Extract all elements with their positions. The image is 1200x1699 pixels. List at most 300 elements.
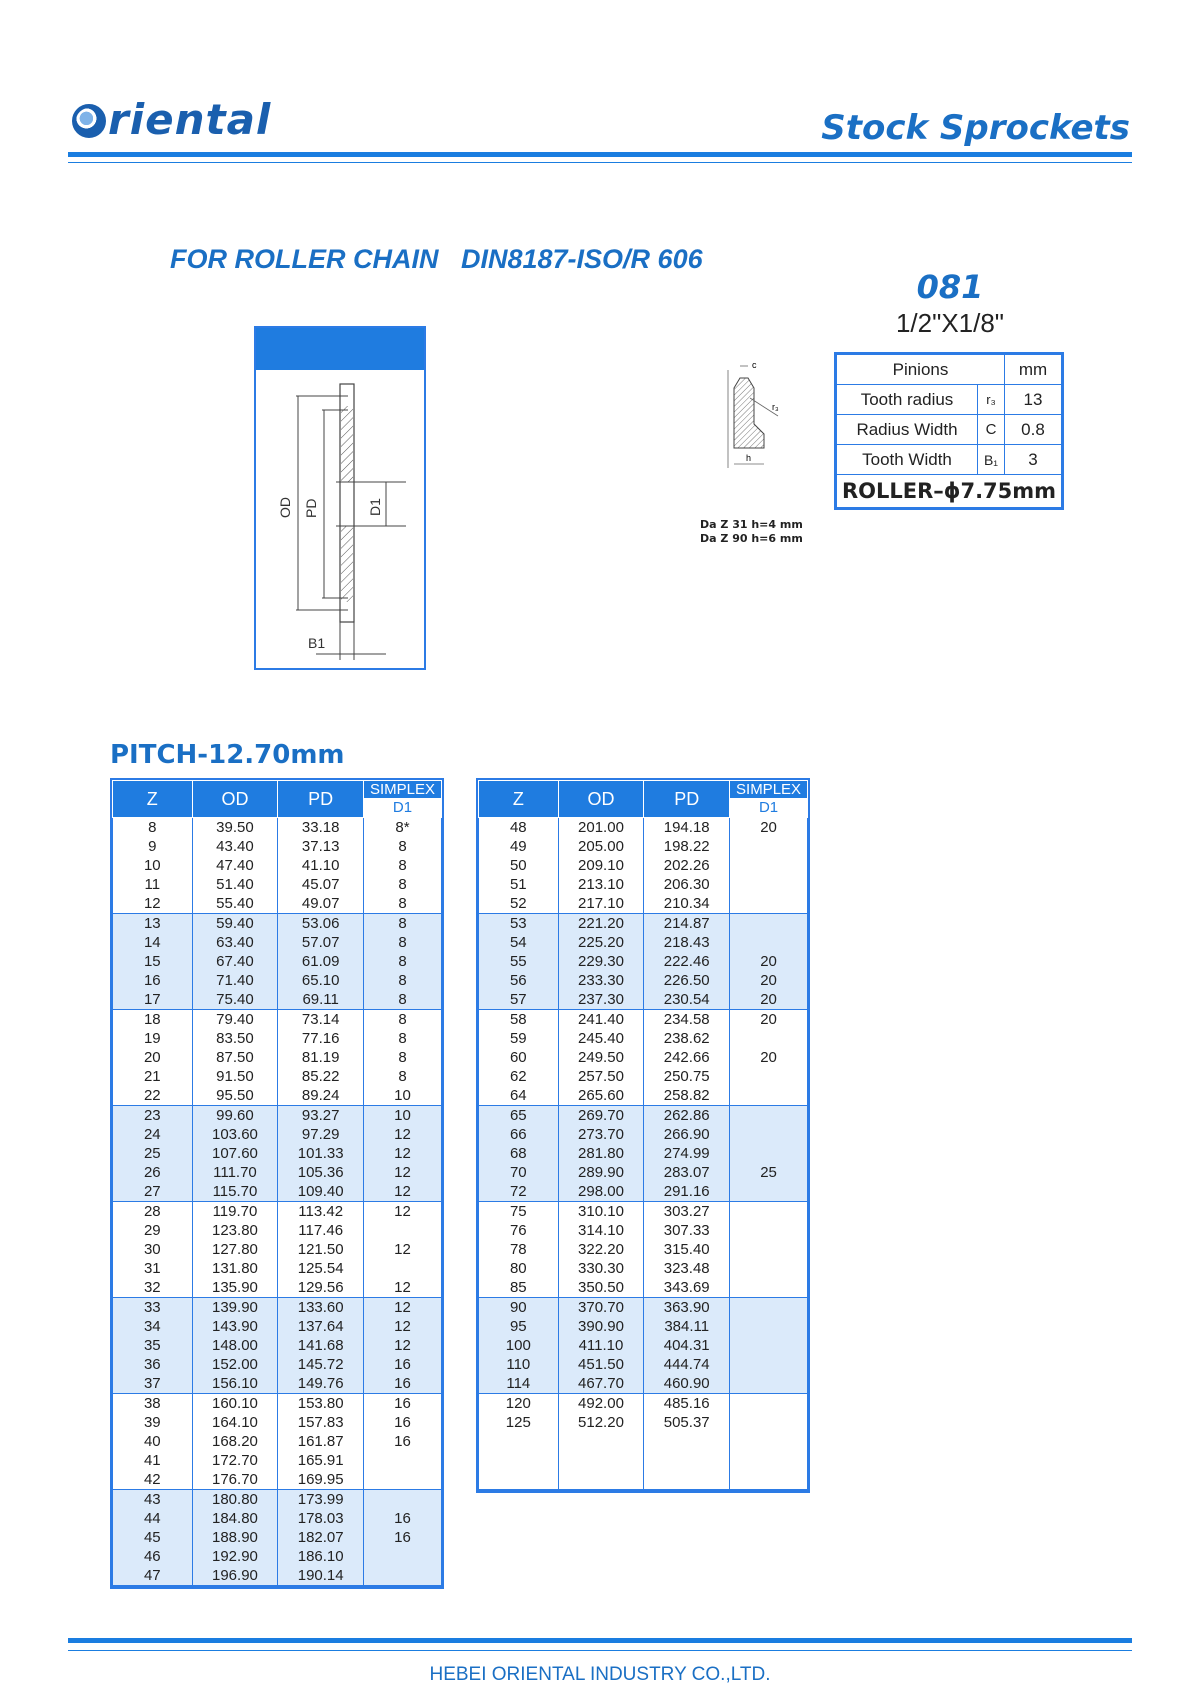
cell-od: 47.40 — [192, 856, 278, 875]
cell-od: 63.40 — [192, 933, 278, 952]
table-row — [113, 856, 442, 875]
cell-od: 131.80 — [192, 1259, 278, 1278]
cell-od: 213.10 — [558, 875, 644, 894]
sprocket-section-svg — [256, 370, 424, 668]
cell-z: 12 — [113, 894, 193, 914]
cell-z: 11 — [113, 875, 193, 894]
cell-z: 52 — [479, 894, 559, 914]
cell-pd: 226.50 — [644, 971, 730, 990]
cell-od: 164.10 — [192, 1413, 278, 1432]
cell-pd: 105.36 — [278, 1163, 364, 1182]
table-row — [113, 1355, 442, 1374]
param-symbol: B₁ — [978, 445, 1005, 475]
table-row — [113, 1163, 442, 1182]
cell-pd: 41.10 — [278, 856, 364, 875]
cell-od — [558, 1451, 644, 1470]
cell-z: 17 — [113, 990, 193, 1010]
cell-d1 — [730, 875, 808, 894]
table-row — [479, 1240, 808, 1259]
drawing-header-bar — [256, 328, 424, 370]
cell-od: 188.90 — [192, 1528, 278, 1547]
table-row — [113, 1336, 442, 1355]
cell-z: 42 — [113, 1470, 193, 1490]
tooth-notes — [700, 518, 803, 546]
table-row — [113, 1221, 442, 1240]
cell-pd: 444.74 — [644, 1355, 730, 1374]
cell-pd: 89.24 — [278, 1086, 364, 1106]
cell-d1 — [364, 1221, 442, 1240]
cell-pd: 125.54 — [278, 1259, 364, 1278]
cell-d1: 8* — [364, 818, 442, 838]
cell-pd: 384.11 — [644, 1317, 730, 1336]
col-od: OD — [558, 781, 644, 818]
cell-od: 71.40 — [192, 971, 278, 990]
cell-z: 59 — [479, 1029, 559, 1048]
cell-z: 85 — [479, 1278, 559, 1298]
cell-pd: 234.58 — [644, 1010, 730, 1030]
cell-od: 201.00 — [558, 818, 644, 838]
table-row — [479, 1451, 808, 1470]
sprocket-table-right — [476, 778, 810, 1493]
cell-pd: 266.90 — [644, 1125, 730, 1144]
table-row — [113, 1240, 442, 1259]
cell-z — [479, 1451, 559, 1470]
cell-d1 — [730, 1451, 808, 1470]
table-row — [113, 1106, 442, 1126]
table-row — [113, 1451, 442, 1470]
cell-od: 467.70 — [558, 1374, 644, 1394]
col-pd: PD — [644, 781, 730, 818]
cell-z: 23 — [113, 1106, 193, 1126]
chain-size: 1/2"X1/8" — [895, 308, 1005, 338]
cell-d1: 12 — [364, 1125, 442, 1144]
sprocket-drawing — [254, 326, 426, 670]
cell-d1 — [730, 1394, 808, 1414]
cell-z: 60 — [479, 1048, 559, 1067]
cell-od: 119.70 — [192, 1202, 278, 1222]
cell-od: 512.20 — [558, 1413, 644, 1432]
cell-od: 156.10 — [192, 1374, 278, 1394]
cell-z: 53 — [479, 914, 559, 934]
footer-rule — [68, 1638, 1132, 1643]
table-row — [479, 1202, 808, 1222]
cell-d1: 16 — [364, 1374, 442, 1394]
cell-z: 38 — [113, 1394, 193, 1414]
cell-z: 66 — [479, 1125, 559, 1144]
cell-od: 59.40 — [192, 914, 278, 934]
cell-z: 45 — [113, 1528, 193, 1547]
table-row — [113, 818, 442, 838]
cell-z: 70 — [479, 1163, 559, 1182]
cell-d1: 20 — [730, 971, 808, 990]
cell-d1 — [730, 1278, 808, 1298]
cell-z: 36 — [113, 1355, 193, 1374]
cell-pd: 145.72 — [278, 1355, 364, 1374]
cell-pd: 65.10 — [278, 971, 364, 990]
table-row — [113, 933, 442, 952]
cell-od: 172.70 — [192, 1451, 278, 1470]
cell-d1: 16 — [364, 1509, 442, 1528]
cell-pd: 178.03 — [278, 1509, 364, 1528]
cell-z — [479, 1432, 559, 1451]
cell-z: 27 — [113, 1182, 193, 1202]
cell-od: 241.40 — [558, 1010, 644, 1030]
cell-d1: 20 — [730, 952, 808, 971]
cell-od: 205.00 — [558, 837, 644, 856]
table-row — [479, 1144, 808, 1163]
table-row — [479, 1029, 808, 1048]
cell-z: 28 — [113, 1202, 193, 1222]
cell-d1 — [730, 1432, 808, 1451]
table-row — [113, 1528, 442, 1547]
cell-od: 257.50 — [558, 1067, 644, 1086]
col-simplex: SIMPLEX — [730, 781, 808, 799]
cell-d1: 8 — [364, 856, 442, 875]
cell-od: 39.50 — [192, 818, 278, 838]
table-row — [479, 894, 808, 914]
param-value: 0.8 — [1005, 415, 1062, 445]
cell-od: 322.20 — [558, 1240, 644, 1259]
cell-z: 35 — [113, 1336, 193, 1355]
cell-od — [558, 1432, 644, 1451]
col-d1: D1 — [364, 798, 442, 817]
table-body — [479, 818, 808, 1491]
cell-d1 — [730, 856, 808, 875]
cell-z: 114 — [479, 1374, 559, 1394]
cell-od: 99.60 — [192, 1106, 278, 1126]
table-row — [113, 971, 442, 990]
cell-pd: 149.76 — [278, 1374, 364, 1394]
table-row — [479, 914, 808, 934]
table-row — [479, 1182, 808, 1202]
cell-pd: 307.33 — [644, 1221, 730, 1240]
page-title: Stock Sprockets — [821, 108, 1130, 148]
cell-d1: 12 — [364, 1278, 442, 1298]
cell-d1 — [730, 1029, 808, 1048]
cell-z: 72 — [479, 1182, 559, 1202]
cell-d1 — [730, 1317, 808, 1336]
cell-z: 58 — [479, 1010, 559, 1030]
cell-d1: 20 — [730, 990, 808, 1010]
cell-od: 107.60 — [192, 1144, 278, 1163]
cell-od: 127.80 — [192, 1240, 278, 1259]
table-row — [479, 1413, 808, 1432]
cell-od: 390.90 — [558, 1317, 644, 1336]
cell-pd: 109.40 — [278, 1182, 364, 1202]
cell-z: 55 — [479, 952, 559, 971]
cell-od: 314.10 — [558, 1221, 644, 1240]
cell-pd: 69.11 — [278, 990, 364, 1010]
table-row — [479, 1317, 808, 1336]
cell-pd: 49.07 — [278, 894, 364, 914]
cell-d1 — [730, 1413, 808, 1432]
cell-pd: 404.31 — [644, 1336, 730, 1355]
cell-z: 65 — [479, 1106, 559, 1126]
cell-pd: 45.07 — [278, 875, 364, 894]
cell-z: 40 — [113, 1432, 193, 1451]
cell-d1 — [730, 837, 808, 856]
table-row — [479, 1336, 808, 1355]
cell-od: 115.70 — [192, 1182, 278, 1202]
cell-d1 — [730, 1259, 808, 1278]
h-label: h — [746, 453, 752, 463]
table-row — [113, 914, 442, 934]
subtitle: FOR ROLLER CHAIN DIN8187-ISO/R 606 — [170, 244, 703, 274]
cell-z: 37 — [113, 1374, 193, 1394]
cell-z: 110 — [479, 1355, 559, 1374]
cell-d1: 8 — [364, 914, 442, 934]
cell-z: 41 — [113, 1451, 193, 1470]
table-row — [113, 1202, 442, 1222]
table-row — [479, 1259, 808, 1278]
cell-d1: 12 — [364, 1298, 442, 1318]
cell-z: 80 — [479, 1259, 559, 1278]
cell-pd: 291.16 — [644, 1182, 730, 1202]
cell-od: 245.40 — [558, 1029, 644, 1048]
cell-d1 — [730, 1202, 808, 1222]
table-row — [479, 1394, 808, 1414]
table-row — [479, 1432, 808, 1451]
cell-d1 — [364, 1451, 442, 1470]
logo-text: riental — [108, 95, 272, 144]
globe-icon — [72, 104, 106, 138]
table-row — [479, 971, 808, 990]
cell-d1 — [364, 1547, 442, 1566]
cell-od: 281.80 — [558, 1144, 644, 1163]
cell-z: 9 — [113, 837, 193, 856]
param-name: Radius Width — [837, 415, 978, 445]
cell-d1: 20 — [730, 1010, 808, 1030]
table-body — [113, 818, 442, 1587]
cell-d1: 20 — [730, 1048, 808, 1067]
cell-pd: 194.18 — [644, 818, 730, 838]
cell-pd — [644, 1451, 730, 1470]
table-row — [113, 1125, 442, 1144]
cell-od: 265.60 — [558, 1086, 644, 1106]
sprocket-table-left — [110, 778, 444, 1589]
cell-od: 143.90 — [192, 1317, 278, 1336]
tooth-note: Da Z 31 h=4 mm — [700, 518, 803, 531]
table-row — [113, 1029, 442, 1048]
cell-pd: 190.14 — [278, 1566, 364, 1586]
cell-d1 — [730, 1336, 808, 1355]
cell-z: 16 — [113, 971, 193, 990]
cell-od: 229.30 — [558, 952, 644, 971]
cell-z: 26 — [113, 1163, 193, 1182]
cell-z — [479, 1470, 559, 1490]
cell-pd: 218.43 — [644, 933, 730, 952]
cell-od: 237.30 — [558, 990, 644, 1010]
table-row — [113, 1470, 442, 1490]
cell-z: 48 — [479, 818, 559, 838]
table-row — [479, 1470, 808, 1490]
table-row — [113, 837, 442, 856]
cell-z: 50 — [479, 856, 559, 875]
cell-d1: 8 — [364, 875, 442, 894]
cell-od: 79.40 — [192, 1010, 278, 1030]
table-row — [479, 1125, 808, 1144]
table-row — [479, 1298, 808, 1318]
cell-od: 139.90 — [192, 1298, 278, 1318]
cell-d1 — [364, 1566, 442, 1586]
header-rule — [68, 152, 1132, 157]
cell-d1 — [730, 1240, 808, 1259]
param-name: Tooth Width — [837, 445, 978, 475]
cell-pd: 198.22 — [644, 837, 730, 856]
cell-pd: 460.90 — [644, 1374, 730, 1394]
cell-pd: 323.48 — [644, 1259, 730, 1278]
cell-od: 152.00 — [192, 1355, 278, 1374]
table-row — [479, 818, 808, 838]
cell-z: 14 — [113, 933, 193, 952]
cell-d1: 16 — [364, 1413, 442, 1432]
cell-pd: 250.75 — [644, 1067, 730, 1086]
cell-pd: 101.33 — [278, 1144, 364, 1163]
table-row — [113, 1394, 442, 1414]
cell-pd: 274.99 — [644, 1144, 730, 1163]
cell-pd: 97.29 — [278, 1125, 364, 1144]
table-row — [113, 1490, 442, 1510]
cell-od — [558, 1470, 644, 1490]
tooth-profile-diagram — [720, 358, 800, 478]
cell-z: 125 — [479, 1413, 559, 1432]
cell-od: 273.70 — [558, 1125, 644, 1144]
cell-od: 330.30 — [558, 1259, 644, 1278]
cell-z: 10 — [113, 856, 193, 875]
param-value: 13 — [1005, 385, 1062, 415]
cell-od: 289.90 — [558, 1163, 644, 1182]
cell-od: 196.90 — [192, 1566, 278, 1586]
table-row — [113, 1374, 442, 1394]
cell-pd: 210.34 — [644, 894, 730, 914]
cell-d1 — [730, 1470, 808, 1490]
table-row — [479, 1067, 808, 1086]
table-row — [113, 1317, 442, 1336]
od-label: OD — [277, 497, 293, 518]
cell-z: 95 — [479, 1317, 559, 1336]
cell-z: 76 — [479, 1221, 559, 1240]
cell-pd: 85.22 — [278, 1067, 364, 1086]
cell-pd: 283.07 — [644, 1163, 730, 1182]
param-name: Tooth radius — [837, 385, 978, 415]
cell-pd: 153.80 — [278, 1394, 364, 1414]
roller-diameter: ROLLER–ϕ7.75mm — [837, 475, 1062, 508]
cell-pd: 242.66 — [644, 1048, 730, 1067]
cell-pd: 169.95 — [278, 1470, 364, 1490]
cell-pd: 505.37 — [644, 1413, 730, 1432]
table-row — [479, 837, 808, 856]
header-rule-thin — [68, 162, 1132, 163]
table-row — [479, 952, 808, 971]
table-row — [479, 1010, 808, 1030]
cell-z: 15 — [113, 952, 193, 971]
table-row — [113, 1413, 442, 1432]
table-row — [113, 1566, 442, 1586]
cell-z: 25 — [113, 1144, 193, 1163]
d1-label: D1 — [367, 498, 383, 516]
table-row — [479, 1355, 808, 1374]
col-z: Z — [113, 781, 193, 818]
cell-d1 — [730, 1182, 808, 1202]
cell-od: 135.90 — [192, 1278, 278, 1298]
cell-od: 111.70 — [192, 1163, 278, 1182]
cell-od: 411.10 — [558, 1336, 644, 1355]
cell-d1 — [730, 1125, 808, 1144]
cell-d1: 16 — [364, 1432, 442, 1451]
cell-pd: 33.18 — [278, 818, 364, 838]
cell-od: 233.30 — [558, 971, 644, 990]
cell-pd: 238.62 — [644, 1029, 730, 1048]
pd-label: PD — [303, 498, 319, 518]
cell-d1: 12 — [364, 1182, 442, 1202]
cell-od: 184.80 — [192, 1509, 278, 1528]
cell-d1 — [730, 894, 808, 914]
col-simplex: SIMPLEX — [364, 781, 442, 799]
cell-pd: 37.13 — [278, 837, 364, 856]
cell-z: 34 — [113, 1317, 193, 1336]
cell-d1: 16 — [364, 1528, 442, 1547]
cell-z: 43 — [113, 1490, 193, 1510]
cell-pd: 113.42 — [278, 1202, 364, 1222]
cell-od: 160.10 — [192, 1394, 278, 1414]
cell-d1 — [730, 1374, 808, 1394]
cell-od: 176.70 — [192, 1470, 278, 1490]
cell-d1: 8 — [364, 971, 442, 990]
table-row — [479, 1106, 808, 1126]
tooth-note: Da Z 90 h=6 mm — [700, 532, 803, 545]
cell-d1: 8 — [364, 1010, 442, 1030]
cell-pd: 117.46 — [278, 1221, 364, 1240]
cell-d1 — [730, 1144, 808, 1163]
table-row — [113, 1432, 442, 1451]
cell-od: 168.20 — [192, 1432, 278, 1451]
b1-label: B1 — [308, 635, 326, 651]
param-value: 3 — [1005, 445, 1062, 475]
cell-pd: 315.40 — [644, 1240, 730, 1259]
cell-d1 — [730, 1355, 808, 1374]
cell-od: 192.90 — [192, 1547, 278, 1566]
cell-pd: 161.87 — [278, 1432, 364, 1451]
cell-z: 44 — [113, 1509, 193, 1528]
cell-pd: 129.56 — [278, 1278, 364, 1298]
cell-z: 120 — [479, 1394, 559, 1414]
pinions-table — [834, 352, 1064, 510]
cell-d1: 16 — [364, 1355, 442, 1374]
cell-d1 — [730, 1086, 808, 1106]
cell-d1: 10 — [364, 1106, 442, 1126]
cell-z: 57 — [479, 990, 559, 1010]
cell-z: 78 — [479, 1240, 559, 1259]
cell-pd: 186.10 — [278, 1547, 364, 1566]
table-row — [479, 933, 808, 952]
cell-od: 75.40 — [192, 990, 278, 1010]
cell-pd: 258.82 — [644, 1086, 730, 1106]
table-row — [113, 1067, 442, 1086]
cell-d1: 12 — [364, 1336, 442, 1355]
cell-z: 13 — [113, 914, 193, 934]
cell-d1 — [364, 1259, 442, 1278]
cell-z: 49 — [479, 837, 559, 856]
cell-od: 55.40 — [192, 894, 278, 914]
table-row — [113, 875, 442, 894]
table-row — [113, 1298, 442, 1318]
cell-z: 31 — [113, 1259, 193, 1278]
cell-d1 — [730, 1221, 808, 1240]
cell-pd: 182.07 — [278, 1528, 364, 1547]
table-row — [479, 1278, 808, 1298]
chain-code: 081 — [916, 268, 984, 306]
cell-d1: 12 — [364, 1202, 442, 1222]
